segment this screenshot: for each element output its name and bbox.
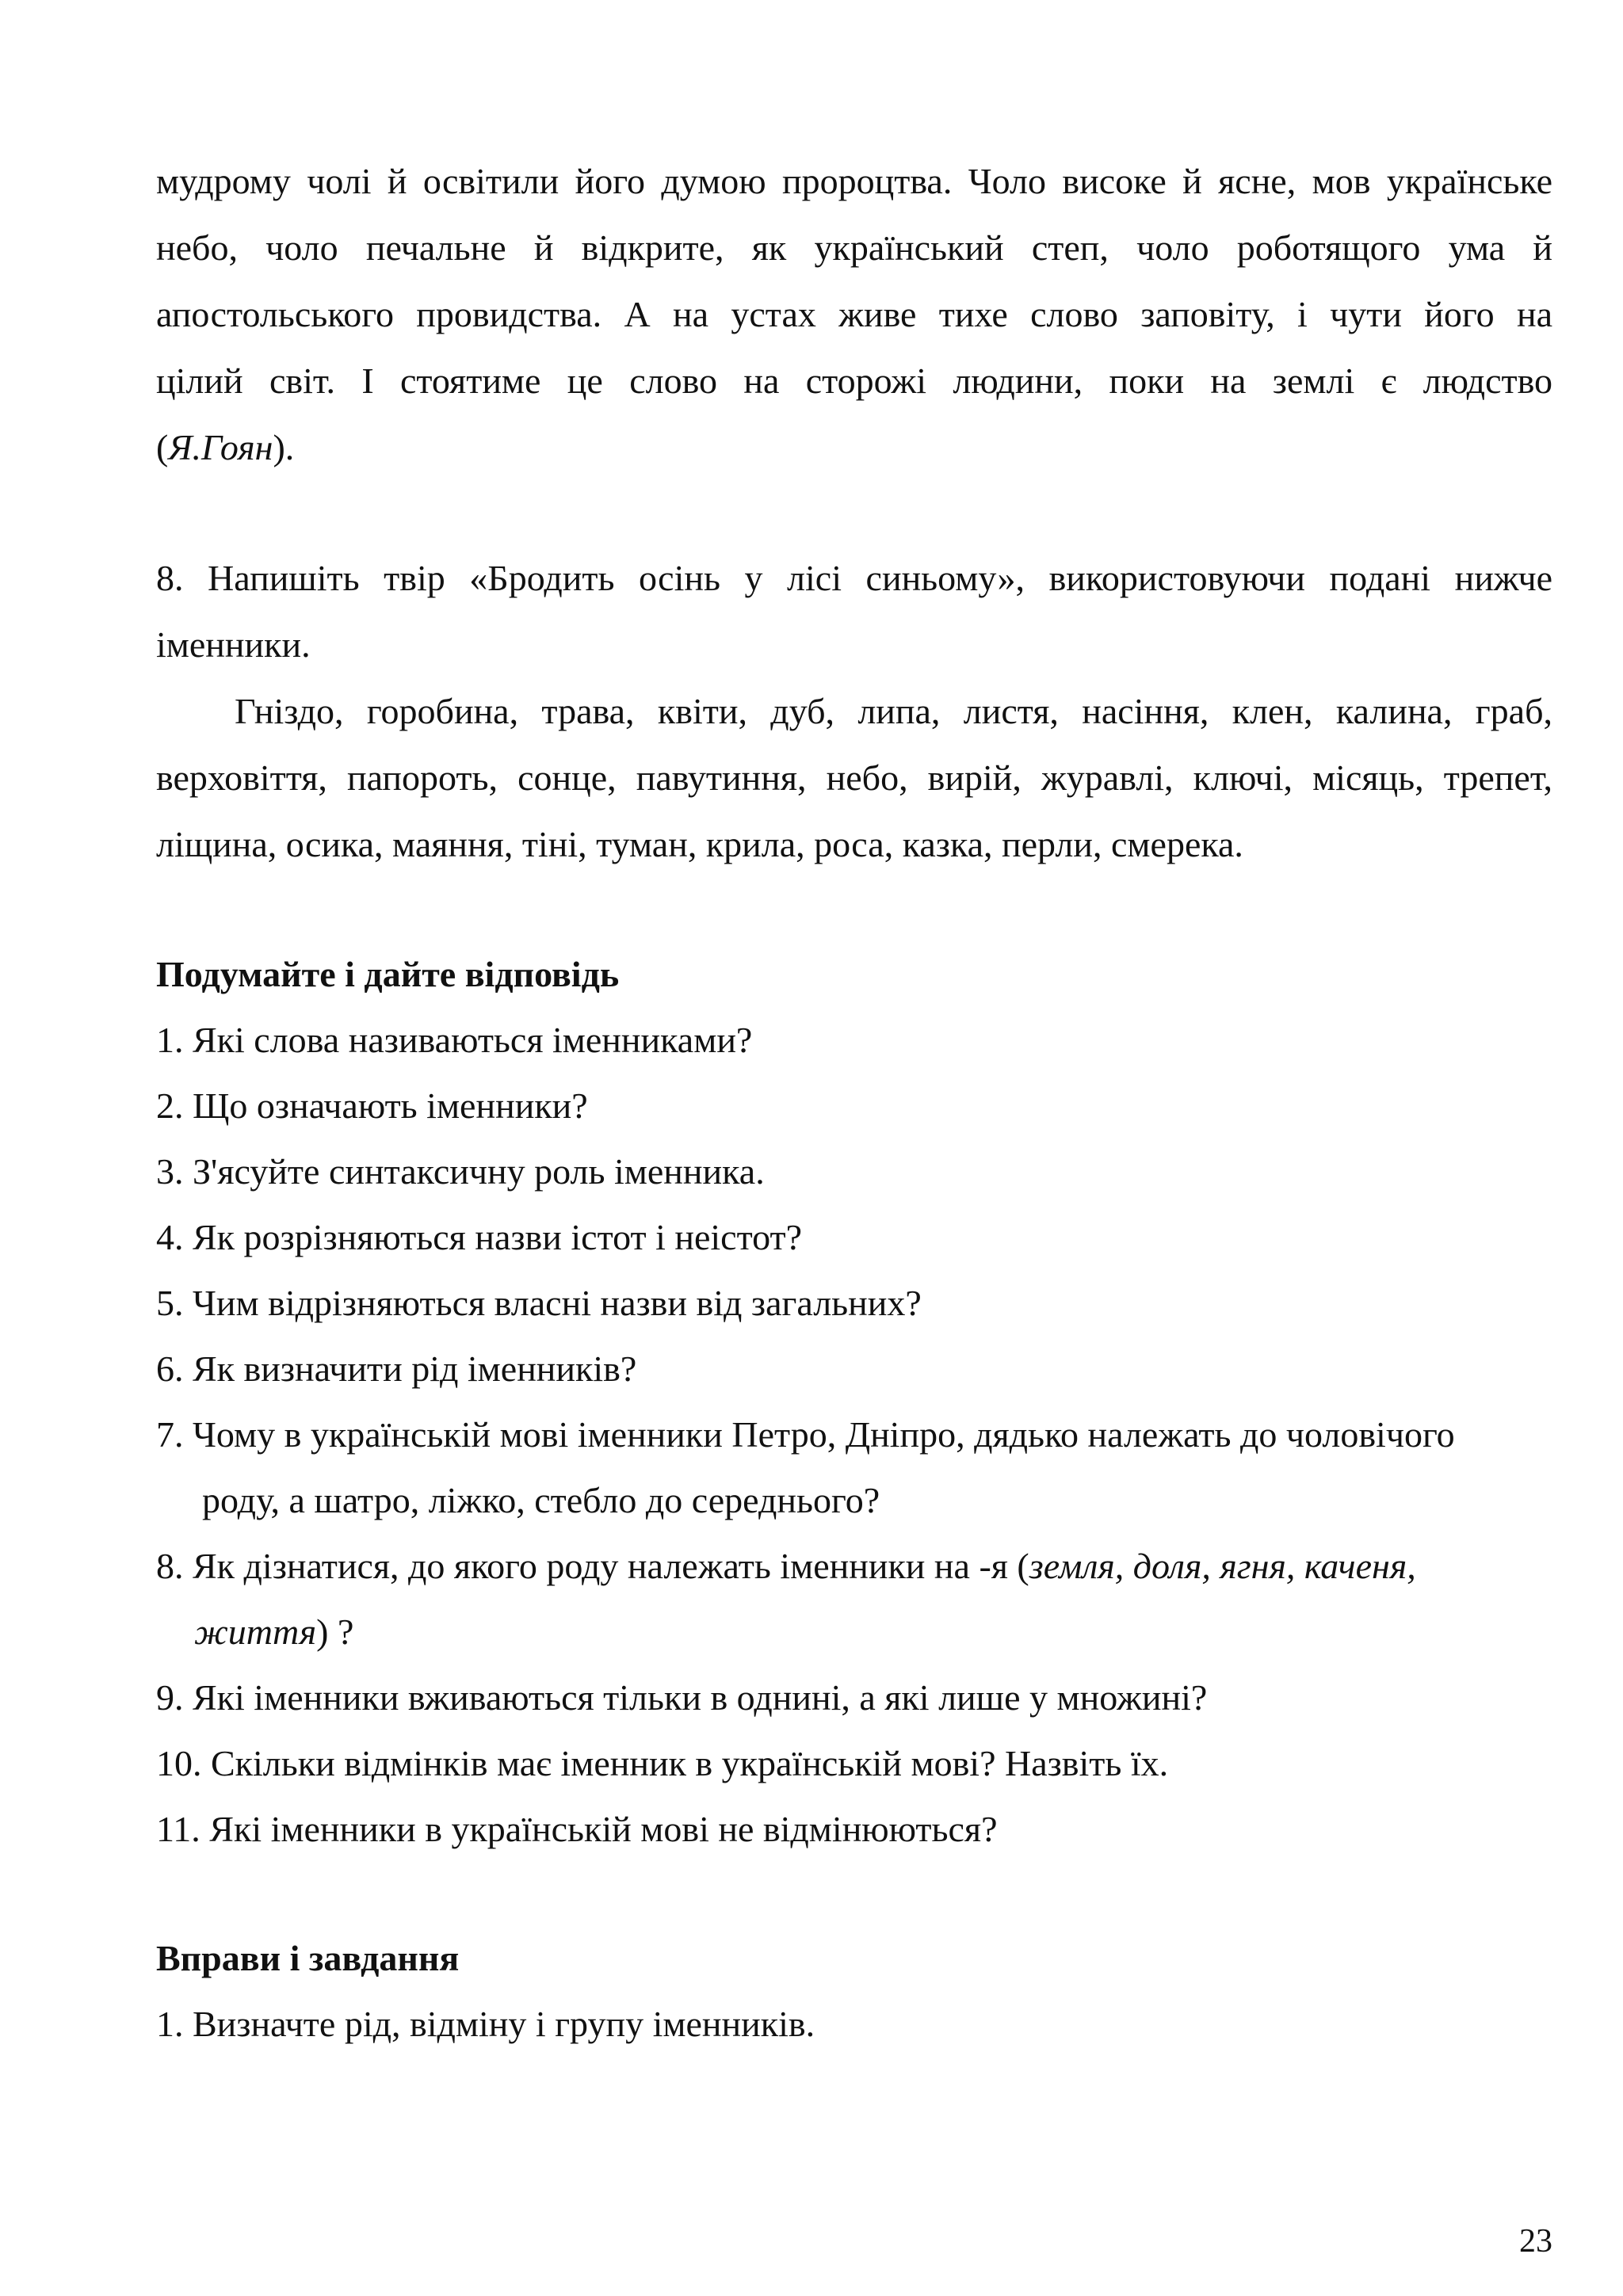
paragraph-line-2: небо, чоло печальне й відкрите, як український степ, чоло роботящого ума й bbox=[156, 227, 1552, 268]
task8-words-line-1: Гніздо, горобина, трава, квіти, дуб, липа, листя, насіння, клен, калина, граб, bbox=[235, 691, 1552, 731]
paragraph-line-1: мудрому чолі й освітили його думою пророцтва. Чоло високе й ясне, мов українське bbox=[156, 161, 1552, 201]
question-2: 2. Що означають іменники? bbox=[156, 1085, 588, 1126]
question-7-line-1: 7. Чому в українській мові іменники Петро, Дніпро, дядько належать до чоловічого bbox=[156, 1414, 1455, 1455]
question-6: 6. Як визначити рід іменників? bbox=[156, 1348, 637, 1389]
question-10: 10. Скільки відмінків має іменник в українській мові? Назвіть їх. bbox=[156, 1743, 1169, 1783]
exercises-heading: Вправи і завдання bbox=[156, 1938, 460, 1978]
question-1: 1. Які слова називаються іменниками? bbox=[156, 1020, 753, 1060]
paragraph-line-3: апостольського провидства. А на устах живе тихе слово заповіту, і чути його на bbox=[156, 294, 1552, 334]
task8-line-2: іменники. bbox=[156, 624, 311, 665]
paragraph-line-4: цілий світ. І стоятиме це слово на сторожі людини, поки на землі є людство bbox=[156, 360, 1552, 401]
question-8-line-2: життя) ? bbox=[194, 1611, 354, 1652]
question-7-line-2: роду, а шатро, ліжко, стебло до середнього? bbox=[202, 1480, 880, 1520]
question-3: 3. З'ясуйте синтаксичну роль іменника. bbox=[156, 1151, 765, 1192]
task8-words-line-3: ліщина, осика, маяння, тіні, туман, крила, роса, казка, перли, смерека. bbox=[156, 824, 1243, 864]
question-11: 11. Які іменники в українській мові не відмінюються? bbox=[156, 1809, 998, 1849]
task8-words-line-2: верховіття, папороть, сонце, павутиння, небо, вирій, журавлі, ключі, місяць, трепет, bbox=[156, 757, 1552, 798]
page-number: 23 bbox=[1519, 2223, 1552, 2260]
question-8-line-1: 8. Як дізнатися, до якого роду належать іменники на -я (земля, доля, ягня, каченя, bbox=[156, 1546, 1416, 1586]
paragraph-line-5: (Я.Гоян). bbox=[156, 427, 295, 467]
question-5: 5. Чим відрізняються власні назви від загальних? bbox=[156, 1283, 922, 1323]
question-8-examples: земля, доля, ягня, каченя, bbox=[1029, 1546, 1416, 1586]
question-9: 9. Які іменники вживаються тільки в однині, а які лише у множині? bbox=[156, 1677, 1208, 1718]
author-name: Я.Гоян bbox=[168, 427, 273, 467]
questions-heading: Подумайте і дайте відповідь bbox=[156, 954, 620, 994]
exercise-1: 1. Визначте рід, відміну і групу іменників. bbox=[156, 2004, 815, 2044]
question-4: 4. Як розрізняються назви істот і неістот? bbox=[156, 1217, 802, 1257]
task8-line-1: 8. Напишіть твір «Бродить осінь у лісі синьому», використовуючи подані нижче bbox=[156, 558, 1552, 598]
